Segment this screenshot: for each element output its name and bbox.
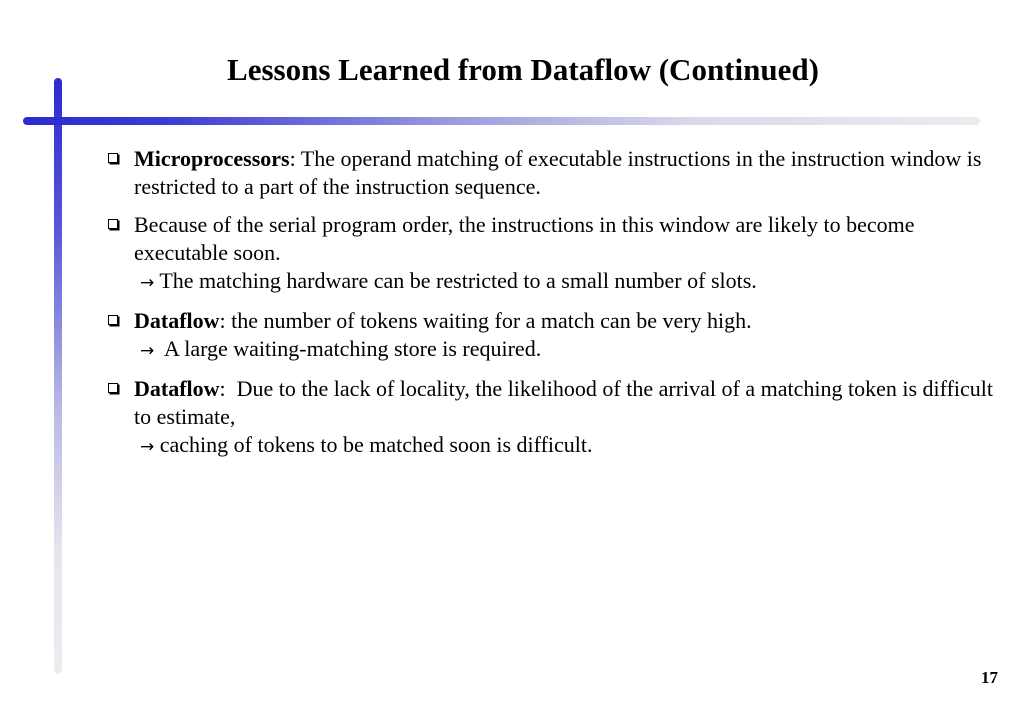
- consequence-text: A large waiting-matching store is required.: [154, 336, 542, 361]
- bullet-term: Dataflow: [134, 308, 220, 333]
- checkbox-bullet-icon: [108, 315, 118, 325]
- bullet-body: Because of the serial program order, the instructions in this window are likely to become executable soon.: [134, 212, 915, 265]
- bullet-item-dataflow-tokens: [107, 307, 1007, 365]
- consequence-text: The matching hardware can be restricted to a small number of slots.: [154, 268, 757, 293]
- page-number: 17: [981, 668, 998, 687]
- bullet-text: [134, 146, 981, 199]
- bullet-item-microprocessors: [107, 145, 1007, 201]
- bullet-term: Microprocessors: [134, 146, 290, 171]
- consequence-line: [134, 431, 1007, 461]
- consequence-line: [134, 267, 1007, 297]
- bullet-text: [134, 308, 752, 333]
- slide-title: Lessons Learned from Dataflow (Continued): [227, 52, 819, 87]
- right-arrow-icon: →: [140, 273, 155, 293]
- bullet-text: [134, 376, 999, 429]
- checkbox-bullet-icon: [108, 219, 118, 229]
- bullet-item-serial-order: [107, 211, 1007, 297]
- right-arrow-icon: →: [140, 437, 155, 457]
- bullet-body: : Due to the lack of locality, the likelihood of the arrival of a matching token is difficult to estimate,: [134, 376, 999, 429]
- horizontal-accent-bar: [23, 117, 980, 125]
- checkbox-bullet-icon: [108, 383, 118, 393]
- right-arrow-icon: →: [140, 341, 155, 361]
- bullet-body: : the number of tokens waiting for a match can be very high.: [219, 308, 752, 333]
- checkbox-bullet-icon: [108, 153, 118, 163]
- bullet-item-dataflow-locality: [107, 375, 1007, 461]
- bullet-term: Dataflow: [134, 376, 220, 401]
- consequence-text: caching of tokens to be matched soon is difficult.: [154, 432, 593, 457]
- consequence-line: [134, 335, 1007, 365]
- vertical-accent-bar: [54, 78, 62, 674]
- bullet-list: [107, 145, 1007, 471]
- bullet-body: : The operand matching of executable instructions in the instruction window is restricted to a part of the instruction sequence.: [134, 146, 982, 199]
